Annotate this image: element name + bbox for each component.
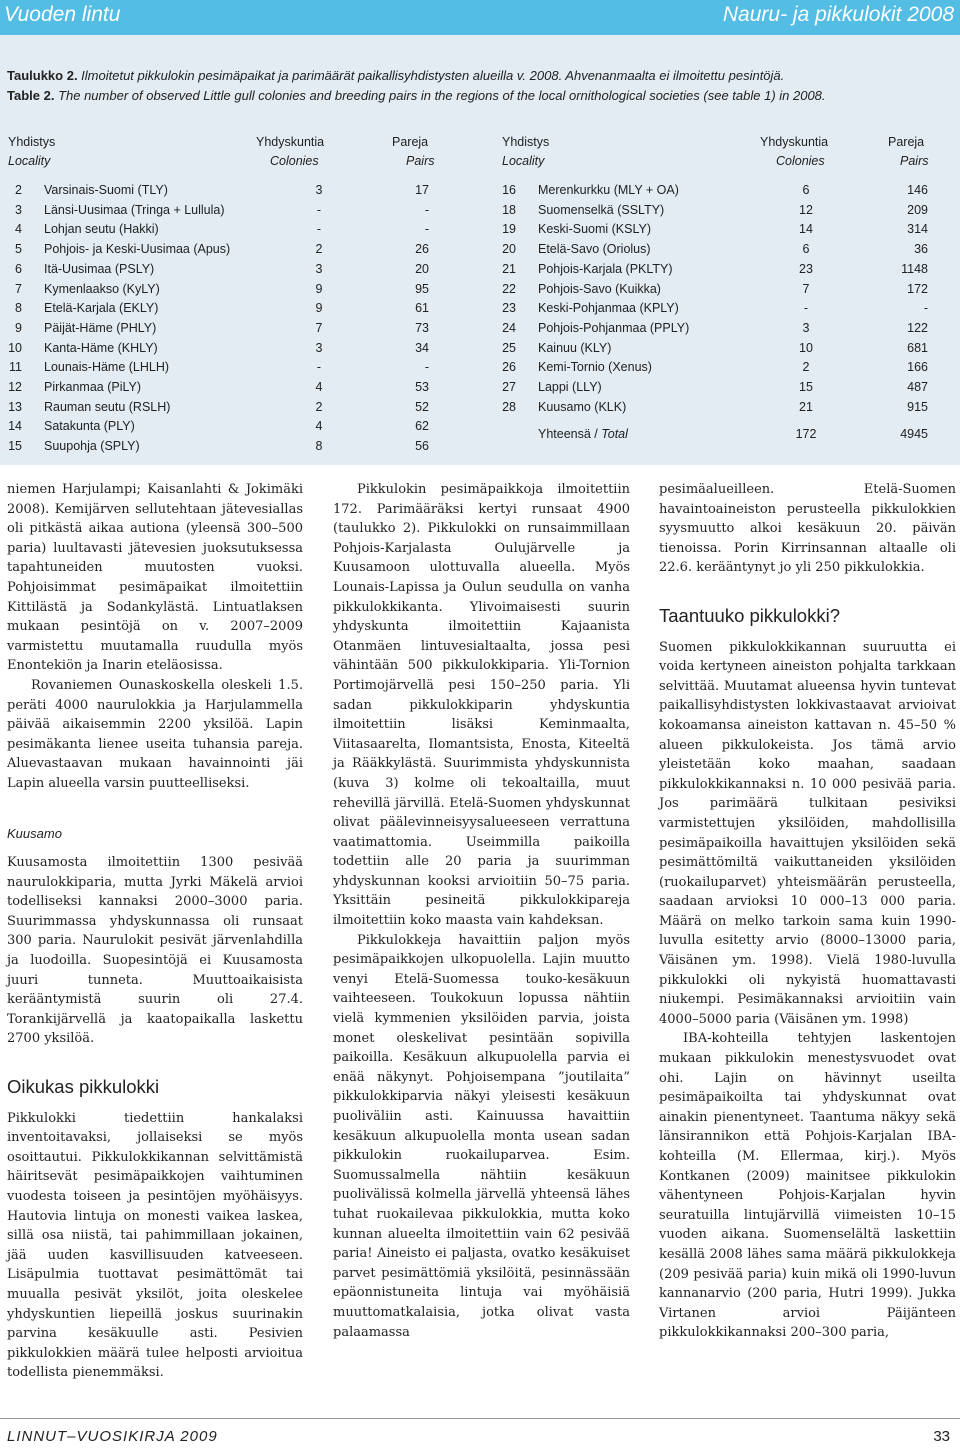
cell-no: 20	[502, 242, 516, 257]
table-caption	[7, 66, 953, 106]
cell-pairs: 73	[415, 320, 429, 335]
total-label-en: Total	[601, 427, 628, 441]
table-row	[8, 341, 440, 361]
header-pairs-en: Pairs	[406, 154, 435, 168]
cell-name: Lappi (LLY)	[538, 380, 602, 394]
cell-name: Kanta-Häme (KHLY)	[44, 340, 158, 355]
table-row	[502, 380, 932, 400]
table-row	[502, 242, 932, 262]
table-total-row	[502, 427, 932, 447]
cell-pairs: -	[424, 222, 429, 237]
paragraph: pesimäalueilleen. Etelä-Suomen havaintoaineiston perusteella pikkulokkien syysmuutto alkoi kesäkuun 20. päivän tienoissa. Porin Kirrinsannan altaalle oli 22.6. kerääntynyt jo yli 250 pikkulokkia.	[659, 482, 956, 576]
paragraph: Suomen pikkulokkikannan suuruutta ei voida kertyneen aineiston pohjalta tarkkaan selvittää. Muutamat alueensa hyvin tuntevat paikallisyhdistysten lokkivastaavat arvioivat kokoamansa aineiston kattavan n. 45–50 % alueen pikkulokeista. Jos tämä arvio yleistetään koko maahan, saadaan pikkulokkikannaksi n. 10 000 pesivää paria. Jos parimäärä tulkitaan pesiviksi varmistettujen yksilöiden, mahdollisilla pesimäpaikoilla havaittujen yksilöiden sekä pesimättömiltä vaikuttaneiden yksilöiden (ruokailuparvet) yhteismäärän perusteella, saadaan arvioksi 10 000–13 000 paria. Määrä on melko tarkoin sama kuin 1990-luvulla esitetty arvio (8000–13000 paria, Väisänen ym. 1998). Vielä 1980-luvulla pikkulokki oli nykyistä huomattavasti niukempi. Pesimäkannaksi arvioitiin vain 4000–5000 paria (Väisänen ym. 1998)	[659, 639, 956, 1027]
cell-pairs: 487	[907, 380, 928, 394]
cell-name: Pohjois-Savo (Kuikka)	[538, 281, 661, 296]
table-row	[8, 380, 440, 400]
cell-colonies: 3	[315, 183, 323, 197]
cell-colonies: 2	[315, 242, 323, 257]
header-pairs-en: Pairs	[900, 154, 929, 168]
cell-colonies: -	[803, 301, 809, 316]
cell-colonies: -	[316, 360, 322, 375]
cell-colonies: 14	[799, 222, 813, 237]
paragraph: Pikkulokin pesimäpaikkoja ilmoitettiin 172. Parimääräksi kertyi runsaat 4900 (taulukko 2). Pikkulokki on runsaimmillaan Pohjois-Karjalasta Oulujärvelle ja Kuusamoon ulottuvalla alueella. Myös Lounais-Lapissa ja Oulun seudulla on vanha pikkulokkikanta. Ylivoimaisesti suurin yhdyskunta ilmoitettiin Kajaanista Otanmäen lintuvesialtaalta, jossa pesi vähintään 500 pikkulokkiparia. Yli-Tornion Portimojärvellä pesi 150–250 paria. Yli sadan pikkulokkiparin yhdyskuntia ilmoitettiin lisäksi Keminmaalta, Viitasaarelta, Ilomantsista, Enosta, Kiteeltä ja Rääkkylästä. Suurimmista yhdyskunnista (kuva 3) kolme oli tekoaltailla, muut rehevillä järvillä. Etelä-Suomen yhdyskunnat olivat päälevinneisyysalueeseen verrattuna vaatimattomia. Useimmilla paikoilla todettiin alle 20 paria ja suurimman yhdyskunnan kooksi arvioitiin 50–75 paria. Yksittäin pesineitä pikkulokkipareja ilmoitettiin koko maasta vain kahdeksan.	[333, 482, 630, 929]
cell-no: 28	[502, 399, 516, 414]
cell-colonies: 9	[315, 281, 323, 296]
cell-no: 3	[15, 202, 22, 217]
cell-name: Suupohja (SPLY)	[44, 439, 140, 454]
paragraph: niemen Harjulampi; Kaisanlahti & Jokimäki 2008). Kemijärven sellutehtaan jätevesiallas oli pitkästä aikaa autiona (yleensä 300–500 paria) luultavasti jätevesien juoksutuksessa tapahtuneiden muutosten vuoksi. Pohjoisimmat pesimäpaikat ilmoitettiin Kittilästä ja Sodankylästä. Lintuatlaksen mukaan pesintöjä on v. 2007–2009 varmistettu muutamalla ruudulla myös Enontekiön ja Inarin eteläosissa.	[7, 482, 303, 674]
cell-colonies: 3	[315, 261, 323, 276]
cell-name: Etelä-Savo (Oriolus)	[538, 242, 651, 257]
cell-no: 25	[502, 340, 516, 355]
cell-colonies: 9	[315, 301, 323, 316]
cell-no: 2	[15, 183, 22, 197]
table-row	[8, 282, 440, 302]
cell-pairs: 62	[415, 419, 429, 434]
cell-pairs: -	[923, 301, 928, 316]
cell-name: Satakunta (PLY)	[44, 419, 135, 434]
table-row	[8, 262, 440, 282]
caption-fi-label: Taulukko 2.	[7, 68, 78, 83]
cell-colonies: 4	[315, 380, 323, 394]
table-row	[8, 183, 440, 203]
caption-en-text: The number of observed Little gull colonies and breeding pairs in the regions of the local ornithological societies (see table 1) in 2008.	[54, 88, 826, 103]
cell-colonies: -	[316, 202, 322, 217]
caption-fi-text: Ilmoitetut pikkulokin pesimäpaikat ja parimäärät paikallisyhdistysten alueilla v. 2008. Ahvenanmaalta ei ilmoitettu pesintöjä.	[77, 68, 785, 83]
cell-colonies: 15	[799, 380, 813, 394]
cell-no: 24	[502, 320, 516, 335]
paragraph: Rovaniemen Ounaskoskella oleskeli 1.5. peräti 4000 naurulokkia ja Harjulammella päivää aikaisemmin 2200 yksilöä. Lapin pesimäkanta lienee useita tuhansia pareja. Aluevastaavan mukaan havainnointi jäi Lapin alueella varsin puutteelliseksi.	[7, 677, 303, 791]
header-locality: Yhdistys	[502, 135, 550, 149]
table-row	[502, 301, 932, 321]
cell-name: Kainuu (KLY)	[538, 340, 612, 355]
cell-no: 8	[15, 301, 22, 316]
table-row	[502, 400, 932, 420]
page-header	[0, 0, 960, 35]
cell-pairs: 146	[907, 183, 928, 197]
cell-no: 5	[15, 242, 22, 257]
header-colonies: Yhdyskuntia	[760, 135, 829, 149]
cell-colonies: 2	[315, 399, 323, 414]
cell-colonies: -	[316, 222, 322, 237]
cell-colonies: 7	[315, 320, 323, 335]
cell-pairs: 314	[907, 222, 928, 237]
cell-pairs: -	[424, 360, 429, 375]
cell-colonies: 23	[799, 261, 813, 276]
cell-colonies: 8	[315, 439, 323, 454]
header-pairs: Pareja	[392, 135, 429, 149]
cell-colonies: 12	[799, 202, 813, 217]
table-row	[8, 400, 440, 420]
cell-no: 6	[15, 261, 22, 276]
cell-no: 4	[15, 222, 22, 237]
table-right	[502, 135, 932, 465]
header-colonies-en: Colonies	[270, 154, 319, 168]
table-row	[8, 321, 440, 341]
cell-pairs: -	[424, 202, 429, 217]
cell-name: Kuusamo (KLK)	[538, 399, 627, 414]
total-label-fi: Yhteensä /	[538, 427, 602, 441]
cell-pairs: 122	[907, 320, 928, 335]
paragraph: Kuusamosta ilmoitettiin 1300 pesivää naurulokkiparia, mutta Jyrki Mäkelä arvioi todelliseksi kannaksi 2000–3000 paria. Suurimmassa yhdyskunnassa oli runsaat 300 paria. Naurulokit pesivät järvenlahdilla ja luodoilla. Suopesintöjä ei Kuusamosta juuri tunneta. Muuttoaikaisista kerääntymistä suurin oli 27.4. Torankijärvellä ja kaatopaikalla laskettu 2700 yksilöä.	[7, 855, 303, 1047]
cell-pairs: 681	[907, 340, 928, 355]
table-row	[8, 439, 440, 459]
cell-name: Päijät-Häme (PHLY)	[44, 320, 157, 335]
cell-name: Itä-Uusimaa (PSLY)	[44, 261, 155, 276]
cell-name: Kemi-Tornio (Xenus)	[538, 360, 652, 375]
section-heading-oikukas: Oikukas pikkulokki	[7, 1076, 160, 1098]
cell-name: Etelä-Karjala (EKLY)	[44, 301, 159, 316]
cell-colonies: 2	[802, 360, 810, 375]
cell-no: 12	[8, 380, 22, 394]
subheading-kuusamo: Kuusamo	[7, 825, 62, 841]
total-pairs: 4945	[900, 427, 928, 441]
cell-pairs: 915	[907, 399, 928, 414]
column-1	[7, 480, 303, 1383]
journal-name: LINNUT–VUOSIKIRJA 2009	[7, 1428, 218, 1445]
cell-no: 18	[502, 202, 516, 217]
table-row	[502, 262, 932, 282]
cell-pairs: 20	[415, 261, 429, 276]
cell-no: 11	[9, 360, 22, 375]
cell-name: Lohjan seutu (Hakki)	[44, 222, 159, 237]
cell-colonies: 3	[315, 340, 323, 355]
cell-no: 23	[502, 301, 516, 316]
cell-pairs: 56	[415, 439, 429, 454]
cell-no: 19	[502, 222, 516, 237]
cell-no: 10	[8, 340, 22, 355]
cell-colonies: 10	[799, 340, 813, 355]
table-row	[502, 321, 932, 341]
cell-pairs: 61	[415, 301, 429, 316]
header-colonies: Yhdyskuntia	[256, 135, 325, 149]
total-label	[538, 427, 628, 441]
header-locality: Yhdistys	[8, 135, 56, 149]
cell-name: Lounais-Häme (LHLH)	[44, 360, 170, 375]
cell-colonies: 7	[802, 281, 810, 296]
cell-name: Rauman seutu (RSLH)	[44, 399, 171, 414]
table-row	[8, 222, 440, 242]
cell-colonies: 21	[799, 399, 813, 414]
table-row	[8, 203, 440, 223]
cell-name: Länsi-Uusimaa (Tringa + Lullula)	[44, 202, 225, 217]
cell-colonies: 6	[802, 183, 810, 197]
section-heading-taantuuko: Taantuuko pikkulokki?	[659, 604, 840, 626]
header-pairs: Pareja	[888, 135, 925, 149]
cell-colonies: 6	[802, 242, 810, 257]
cell-name: Keski-Pohjanmaa (KPLY)	[538, 301, 679, 316]
cell-no: 9	[15, 320, 22, 335]
cell-pairs: 172	[907, 281, 928, 296]
footer-rule	[0, 1418, 960, 1419]
cell-no: 22	[502, 281, 516, 296]
cell-pairs: 166	[907, 360, 928, 375]
table-row	[502, 282, 932, 302]
table-row	[8, 242, 440, 262]
table-row	[8, 360, 440, 380]
cell-name: Kymenlaakso (KyLY)	[44, 281, 160, 296]
cell-name: Pohjois-Karjala (PKLTY)	[538, 261, 673, 276]
cell-pairs: 95	[415, 281, 429, 296]
table-row	[502, 222, 932, 242]
cell-pairs: 36	[914, 242, 928, 257]
cell-pairs: 53	[415, 380, 429, 394]
table-row	[8, 419, 440, 439]
cell-pairs: 209	[907, 202, 928, 217]
paragraph: IBA-kohteilla tehtyjen laskentojen mukaan pikkulokin menestysvuodet ovat ohi. Lajin on hävinnyt useilta pesimäpaikoilta tai yhdyskunnat ovat ainakin pienentyneet. Taantuma näkyy sekä länsirannikon että Pohjois-Karjalan IBA-kohteilla (M. Ellermaa, kirj.). Myös Kontkanen (2009) mainitsee pikkulokin vähentyneen Pohjois-Karjalan hyvin seuratuilla lintujärvillä viimeisten 10–15 vuoden aikana. Suomenselältä laskettiin kesällä 2008 lähes sama määrä pikkulokkeja (209 pesivää paria) kuin mikä oli 1990-luvun kannanarvio (200 paria, Hutri 1999). Jukka Virtanen arvioi Päijänteen pikkulokkikannaksi 200–300 paria,	[659, 1031, 956, 1341]
header-colonies-en: Colonies	[776, 154, 825, 168]
table-row	[502, 341, 932, 361]
cell-no: 16	[502, 183, 516, 197]
cell-name: Pirkanmaa (PiLY)	[44, 380, 142, 394]
cell-pairs: 1148	[901, 261, 928, 276]
paragraph: Pikkulokkeja havaittiin paljon myös pesimäpaikkojen ulkopuolella. Lajin muutto venyi Etelä-Suomessa touko-kesäkuun vaihteeseen. Toukokuun lopussa nähtiin vielä kymmenien yksilöiden parvia, joista monet oleskelivat pesintään sopivilla paikoilla. Kesäkuun alkupuolella parvia ei enää näkynyt. Pohjoisempana ”joutilaita” pikkulokkiparvia näkyi yleisesti kesäkuun puoliväliin asti. Kainuussa havaittiin kesäkuun alkupuolella monta usean sadan pikkulokin ruokailuparvea. Esim. Suomussalmella nähtiin kesäkuun puolivälissä kolmella järvellä yhteensä lähes tuhat ruokailevaa pikkulokkia, mutta koko kunnan alueelta ilmoitettiin vain 62 pesivää paria! Aineisto ei paljasta, ovatko kesäkuiset parvet pesimättömiä yksilöitä, pesinnässään epäonnistuneita lintuja vai myöhäisiä muuttomatkalaisia, jotka olivat vasta palaamassa	[333, 932, 630, 1340]
cell-name: Varsinais-Suomi (TLY)	[44, 183, 168, 197]
header-locality-en: Locality	[8, 154, 51, 168]
cell-name: Suomenselkä (SSLTY)	[538, 202, 665, 217]
cell-no: 15	[8, 439, 22, 454]
cell-name: Pohjois-Pohjanmaa (PPLY)	[538, 320, 690, 335]
article-title: Nauru- ja pikkulokit 2008	[722, 3, 954, 26]
page-number: 33	[933, 1428, 950, 1445]
cell-no: 26	[502, 360, 516, 375]
cell-no: 27	[502, 380, 516, 394]
caption-en-label: Table 2.	[7, 88, 55, 103]
table-row	[502, 360, 932, 380]
header-locality-en: Locality	[502, 154, 545, 168]
cell-pairs: 34	[415, 340, 429, 355]
table-left	[8, 135, 440, 465]
cell-name: Keski-Suomi (KSLY)	[538, 222, 651, 237]
table-row	[502, 203, 932, 223]
cell-no: 14	[8, 419, 22, 434]
cell-colonies: 3	[802, 320, 810, 335]
table-row	[502, 183, 932, 203]
cell-no: 13	[8, 399, 22, 414]
cell-pairs: 26	[415, 242, 429, 257]
total-colonies: 172	[795, 427, 817, 441]
cell-name: Merenkurkku (MLY + OA)	[538, 183, 679, 197]
paragraph: Pikkulokki tiedettiin hankalaksi inventoitavaksi, jollaiseksi se myös osoittautui. Pikkulokkikannan selvittämistä häiritsevät pesimäpaikkojen vaihtuminen vuodesta toiseen ja pesintöjen myöhäisyys. Hautovia lintuja on monesti vaikea laskea, sillä osa niistä, tai pahimmillaan jokainen, jää uuden kasvillisuuden katveeseen. Lisäpulmia tuottavat pesimättömät tai muualla pesivät yksilöt, joita oleskelee yhdyskuntien liepeillä joskus suurinakin parvina kesäkuulle asti. Pesivien pikkulokkien määrä tulee helposti arvioitua todellista pienemmäksi.	[7, 1110, 303, 1381]
column-2	[333, 480, 630, 1342]
section-title: Vuoden lintu	[4, 3, 121, 26]
cell-no: 7	[15, 281, 22, 296]
cell-no: 21	[502, 261, 516, 276]
table-row	[8, 301, 440, 321]
cell-pairs: 52	[415, 399, 429, 414]
cell-pairs: 17	[415, 183, 429, 197]
cell-name: Pohjois- ja Keski-Uusimaa (Apus)	[44, 242, 231, 257]
column-3	[659, 480, 956, 1343]
cell-colonies: 4	[315, 419, 323, 434]
